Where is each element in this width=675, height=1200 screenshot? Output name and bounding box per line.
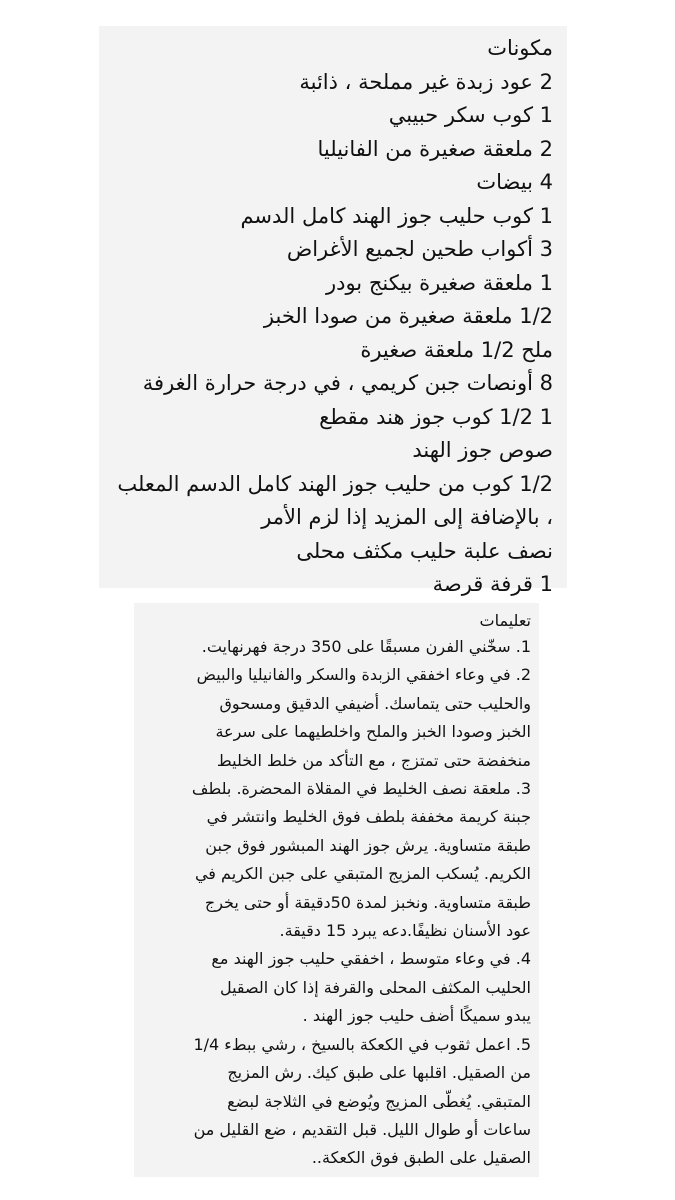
instruction-line: الصقيل على الطبق فوق الكعكة.. <box>311 1148 531 1168</box>
ingredient-line: 1 كوب سكر حبيبي <box>388 103 553 127</box>
instruction-line: الكريم. يُسكب المزيج المتبقي على جبن الكريم في <box>194 864 531 884</box>
instruction-line: والحليب حتى يتماسك. أضيفي الدقيق ومسحوق <box>219 693 531 713</box>
ingredient-line: 8 أونصات جبن كريمي ، في درجة حرارة الغرفة <box>142 371 553 395</box>
instruction-line: 3. ملعقة نصف الخليط في المقلاة المحضرة. بلطف <box>191 779 531 799</box>
ingredient-line: 1 ملعقة صغيرة بيكنج بودر <box>325 270 553 295</box>
instruction-line: الحليب المكثف المحلى والقرفة إذا كان الصقيل <box>219 977 531 997</box>
ingredient-line: 4 بيضات <box>476 170 553 194</box>
ingredient-line: صوص جوز الهند <box>412 438 553 462</box>
instruction-line: ساعات أو طوال الليل. قبل التقديم ، ضع القليل من <box>193 1119 531 1139</box>
ingredient-line: ، بالإضافة إلى المزيد إذا لزم الأمر <box>261 505 553 529</box>
instruction-line: الخبز وصودا الخبز والملح واخلطيهما على سرعة <box>215 722 531 742</box>
instructions-card <box>134 603 539 1177</box>
instruction-line: عود الأسنان نظيفًا.دعه يبرد 15 دقيقة. <box>279 921 531 941</box>
instruction-line: يبدو سميكًا أضف حليب جوز الهند . <box>302 1006 531 1026</box>
instruction-line: 2. في وعاء اخفقي الزبدة والسكر والفانيليا والبيض <box>196 665 531 685</box>
ingredient-line: 1 كوب حليب جوز الهند كامل الدسم <box>240 203 553 228</box>
instructions-title: تعليمات <box>479 611 531 630</box>
instruction-line: جبنة كريمة مخففة بلطف فوق الخليط وانتشر في <box>206 807 531 827</box>
ingredient-line: 2 عود زبدة غير مملحة ، ذائبة <box>299 69 553 94</box>
ingredients-card <box>99 26 567 596</box>
instruction-line: طبقة متساوية. يرش جوز الهند المبشور فوق جبن <box>205 835 531 855</box>
ingredients-title: مكونات <box>487 36 553 60</box>
ingredient-line: 1 1/2 كوب جوز هند مقطع <box>319 404 553 429</box>
ingredient-line: 2 ملعقة صغيرة من الفانيليا <box>317 136 553 161</box>
instruction-line: المتبقي. يُغطّى المزيج ويُوضع في الثلاجة لبضع <box>227 1091 531 1111</box>
ingredient-line: نصف علبة حليب مكثف محلى <box>296 538 553 563</box>
instruction-line: طبقة متساوية. ونخبز لمدة 50دقيقة أو حتى يخرج <box>204 892 531 912</box>
ingredient-line: 3 أكواب طحين لجميع الأغراض <box>286 237 553 261</box>
instruction-line: 1. سخّني الفرن مسبقًا على 350 درجة فهرنهايت. <box>201 637 531 656</box>
instruction-line: 5. اعمل ثقوب في الكعكة بالسيخ ، رشي ببطء 1/4 <box>193 1034 531 1054</box>
instruction-line: من الصقيل. اقلبها على طبق كيك. رش المزيج <box>227 1063 531 1083</box>
instruction-line: منخفضة حتى تمتزج ، مع التأكد من خلط الخليط <box>216 750 531 770</box>
instruction-line: 4. في وعاء متوسط ، اخفقي حليب جوز الهند مع <box>211 949 531 969</box>
ingredient-line: 1 قرفة قرصة <box>432 572 553 596</box>
ingredient-line: ملح 1/2 ملعقة صغيرة <box>360 337 553 362</box>
ingredient-line: 1/2 كوب من حليب جوز الهند كامل الدسم المعلب <box>117 471 553 496</box>
ingredient-line: 1/2 ملعقة صغيرة من صودا الخبز <box>263 304 553 328</box>
